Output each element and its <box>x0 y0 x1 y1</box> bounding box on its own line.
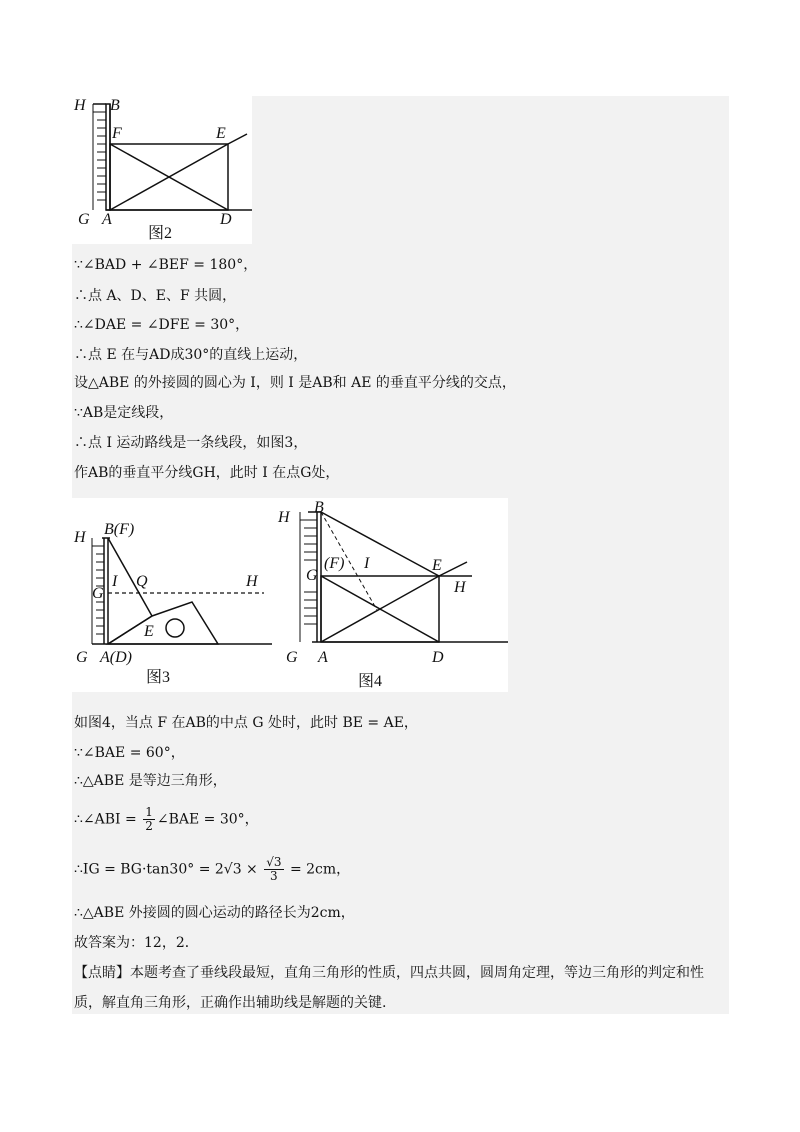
fraction-numerator: √3 <box>266 855 282 869</box>
figures-3-4 <box>72 498 508 692</box>
fig3-label-H-right: H <box>246 573 258 590</box>
proof-line-13 <box>74 856 350 883</box>
fig3-label-E: E <box>144 623 154 640</box>
proof-line-13-start: ∴IG = BG·tan30° = 2√3 × <box>74 861 263 878</box>
figure-3-caption: 图3 <box>146 669 171 686</box>
fig4-label-G-bottom: G <box>286 649 298 666</box>
fig4-label-A: A <box>318 649 328 666</box>
proof-line-7: ∴点 I 运动路线是一条线段，如图3， <box>74 435 308 451</box>
fraction-denominator: 2 <box>145 819 153 833</box>
label-G: G <box>78 211 90 228</box>
fig4-label-G: G <box>306 567 318 584</box>
fraction-root3-over-3 <box>264 856 283 883</box>
figure-2 <box>72 96 252 244</box>
fig3-label-G: G <box>92 585 104 602</box>
fig4-label-B: B <box>314 499 324 516</box>
fraction-denominator: 3 <box>270 869 278 883</box>
fig4-label-I: I <box>364 555 370 572</box>
proof-line-10: ∵∠BAE = 60°， <box>74 745 185 761</box>
fraction-numerator: 1 <box>145 805 153 819</box>
label-A: A <box>102 211 112 228</box>
proof-line-13-end: = 2cm， <box>285 861 351 878</box>
proof-line-14: ∴△ABE 外接圆的圆心运动的路径长为2cm， <box>74 905 355 921</box>
label-D: D <box>220 211 232 228</box>
fig4-label-D: D <box>432 649 444 666</box>
proof-line-11: ∴△ABE 是等边三角形， <box>74 773 227 789</box>
fig4-label-H-right: H <box>454 579 466 596</box>
fig3-label-AD: A(D) <box>100 649 132 666</box>
proof-line-12 <box>74 806 259 833</box>
fraction-one-half <box>143 806 155 833</box>
fig4-label-E: E <box>432 557 442 574</box>
proof-line-5: 设△ABE 的外接圆的圆心为 I，则 I 是AB和 AE 的垂直平分线的交点， <box>74 375 516 391</box>
fig4-label-H: H <box>278 509 290 526</box>
label-E: E <box>216 125 226 142</box>
commentary-paragraph: 【点睛】本题考查了垂线段最短，直角三角形的性质，四点共圆，圆周角定理，等边三角形的判定和性质，解直角三角形，正确作出辅助线是解题的关键. <box>74 965 704 1011</box>
proof-line-8: 作AB的垂直平分线GH，此时 I 在点G处， <box>74 465 340 481</box>
fig4-label-F: (F) <box>324 555 345 572</box>
proof-line-6: ∵AB是定线段， <box>74 405 174 421</box>
proof-line-3: ∴∠DAE = ∠DFE = 30°， <box>74 317 250 333</box>
proof-line-4: ∴点 E 在与AD成30°的直线上运动， <box>74 347 308 363</box>
proof-line-2: ∴点 A、D、E、F 共圆， <box>74 288 237 304</box>
answer-line: 故答案为：12，2． <box>74 935 199 951</box>
figure-4-caption: 图4 <box>358 673 383 690</box>
proof-line-12-end: ∠BAE = 30°， <box>156 811 259 828</box>
label-F: F <box>112 125 122 142</box>
fig3-label-G-bottom: G <box>76 649 88 666</box>
fig3-label-H-top: H <box>74 529 86 546</box>
proof-line-9: 如图4，当点 F 在AB的中点 G 处时，此时 BE = AE， <box>74 715 418 731</box>
fig3-label-I: I <box>112 573 118 590</box>
figure-2-caption: 图2 <box>148 225 173 242</box>
label-B: B <box>110 97 120 114</box>
proof-line-12-start: ∴∠ABI = <box>74 811 142 828</box>
label-H: H <box>74 97 86 114</box>
fig3-label-Q: Q <box>136 573 148 590</box>
proof-line-1: ∵∠BAD + ∠BEF = 180°， <box>74 257 258 273</box>
fig3-label-BF: B(F) <box>104 521 135 538</box>
